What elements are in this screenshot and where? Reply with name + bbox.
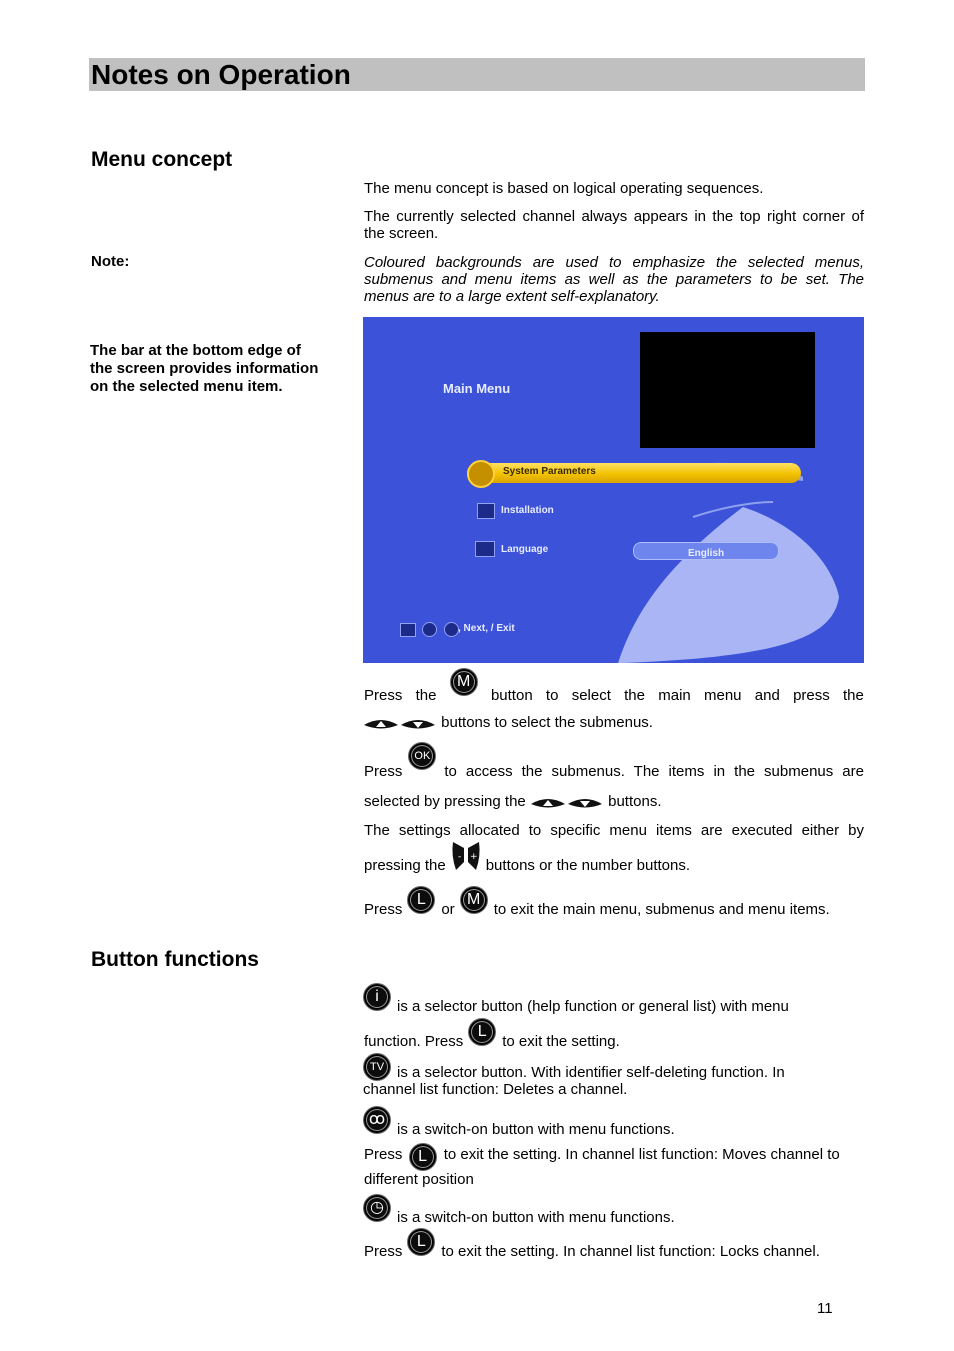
l-button-icon: L [407, 886, 435, 914]
button-functions-heading: Button functions [91, 948, 259, 971]
text: and [754, 687, 780, 704]
menu-item-label: System Parameters [503, 466, 596, 477]
l-button-icon: L [409, 1143, 437, 1171]
up-down-arrows-icon [530, 794, 604, 810]
text: buttons or the number buttons. [485, 857, 691, 874]
title-bar [89, 58, 865, 91]
instruction-line-6 [364, 838, 690, 876]
language-icon [475, 541, 495, 557]
ok-button-icon [444, 622, 459, 637]
up-down-arrows-icon [363, 715, 437, 731]
gear-icon [467, 460, 495, 488]
minus-plus-icon [450, 838, 482, 874]
text: is a switch-on button with menu functions. [397, 1121, 675, 1138]
page-number: 11 [817, 1300, 833, 1317]
audio-button-icon: ꝏ [363, 1106, 391, 1134]
clock-button-icon: ◷ [363, 1194, 391, 1222]
text: select [571, 687, 611, 704]
text: the [624, 687, 645, 704]
text: Press [364, 1146, 403, 1163]
text: buttons. [608, 793, 662, 810]
text: to exit the setting. [502, 1033, 620, 1050]
svg-text:+: + [469, 852, 478, 862]
help-icon [400, 623, 416, 637]
l-button-icon: L [407, 1228, 435, 1256]
text: to [545, 687, 559, 704]
menu-item-label: Language [501, 544, 549, 555]
instruction-line-2 [363, 714, 653, 731]
instruction-line-4 [364, 793, 661, 810]
text: pressing the [364, 857, 446, 874]
text: function. Press [364, 1033, 464, 1050]
function-audio [363, 1108, 675, 1138]
info-button-icon: i [363, 983, 391, 1011]
instruction-line-3 [364, 750, 864, 780]
text: buttons to select the submenus. [441, 714, 653, 731]
main-menu-screenshot [363, 317, 864, 663]
text: button [490, 687, 533, 704]
text: to exit the setting. In channel list function: Moves channel to different position [364, 1146, 840, 1188]
text: to access the submenus. The items in the submenus are [444, 763, 864, 780]
text: is a switch-on button with menu functions. [397, 1209, 675, 1226]
text: to exit the main menu, submenus and menu items. [493, 901, 830, 918]
menu-item-installation[interactable] [477, 503, 677, 521]
svg-text:-: - [457, 852, 461, 862]
language-value-pill[interactable] [633, 542, 779, 560]
bottom-bar-text: , Next, / Exit [458, 623, 515, 634]
menu-item-system-parameters[interactable] [467, 463, 801, 483]
function-clock-exit [364, 1230, 820, 1260]
side-note: The bar at the bottom edge of the screen provides information on the selected menu item. [90, 342, 319, 395]
text: the [415, 687, 437, 704]
text: is a selector button. With identifier self-deleting function. In channel list function: Deletes a channel. [363, 1064, 785, 1098]
function-audio-exit [364, 1143, 864, 1188]
note-label: Note: [91, 253, 130, 270]
function-clock [363, 1196, 675, 1226]
text: Press [364, 687, 403, 704]
instruction-line-7 [364, 888, 830, 918]
text: selected by pressing the [364, 793, 526, 810]
m-button-icon: M [460, 886, 488, 914]
text: the [843, 687, 864, 704]
text: Press [364, 763, 403, 780]
text: press [793, 687, 830, 704]
text: Press [364, 901, 403, 918]
text: is a selector button (help function or general list) with menu [397, 998, 789, 1015]
menu-concept-heading: Menu concept [91, 148, 233, 171]
l-button-icon: L [468, 1018, 496, 1046]
function-info [363, 985, 789, 1015]
m-button-icon: M [450, 668, 478, 696]
installation-icon [477, 503, 495, 519]
text: Press [364, 1243, 403, 1260]
ok-button-icon: OK [408, 742, 436, 770]
function-tv [363, 1053, 833, 1098]
tv-button-icon: TV [363, 1053, 391, 1081]
menu-item-label: Installation [501, 505, 554, 516]
text: or [441, 901, 455, 918]
note-text: Coloured backgrounds are used to emphasize the selected menus, submenus and menu items as well as the parameters to be set. The menus are to a large extent self-explanatory. [364, 254, 864, 305]
page-title: Notes on Operation [91, 59, 351, 90]
info-button-icon [422, 622, 437, 637]
function-info-exit [364, 1020, 620, 1050]
text: to exit the setting. In channel list function: Locks channel. [441, 1243, 820, 1260]
text: menu [704, 687, 742, 704]
menu-concept-para1: The menu concept is based on logical operating sequences. [364, 180, 764, 197]
instruction-line-1 [364, 670, 864, 704]
instruction-line-5: The settings allocated to specific menu items are executed either by [364, 822, 864, 839]
text: main [658, 687, 691, 704]
language-value: English [687, 548, 725, 559]
channel-preview-window [640, 332, 815, 448]
menu-concept-para2: The currently selected channel always appears in the top right corner of the screen. [364, 208, 864, 242]
screen-title: Main Menu [443, 381, 511, 396]
